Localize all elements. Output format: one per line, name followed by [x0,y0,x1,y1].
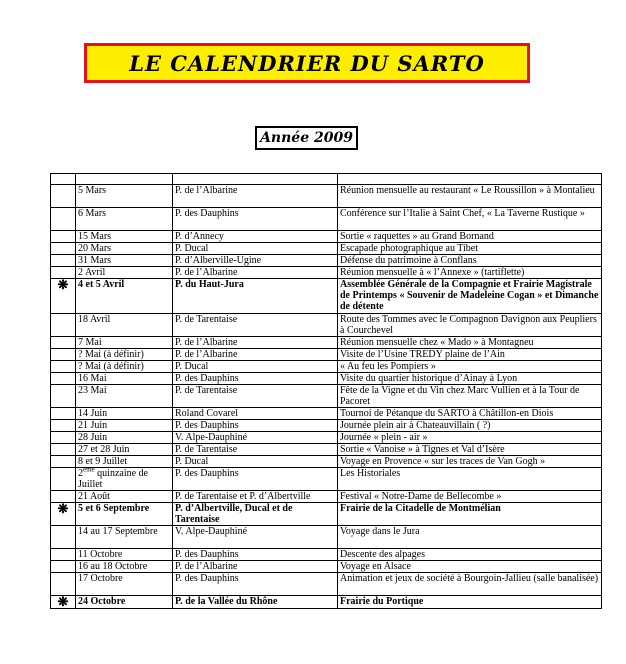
date-cell: 16 Mai [76,373,173,385]
date-cell: 4 et 5 Avril [76,279,173,314]
event-cell: Voyage dans le Jura [338,526,602,549]
table-row [51,503,602,526]
event-cell: Réunion mensuelle au restaurant « Le Roussillon » à Montalieu [338,185,602,208]
event-cell: Conférence sur l’Italie à Saint Chef, « La Taverne Rustique » [338,208,602,231]
marker-cell [51,174,76,185]
marker-cell [51,420,76,432]
table-row [51,573,602,596]
organizer-cell: P. des Dauphins [173,468,338,491]
marker-cell [51,255,76,267]
table-row [51,267,602,279]
date-cell: ? Mai (à définir) [76,349,173,361]
event-cell: Journée plein air à Chateauvillain ( ?) [338,420,602,432]
date-cell: 28 Juin [76,432,173,444]
date-cell: 14 Juin [76,408,173,420]
organizer-cell: P. de Tarentaise et P. d’Albertville [173,491,338,503]
date-cell: 5 Mars [76,185,173,208]
calendar-body [51,174,602,609]
table-row [51,337,602,349]
table-row [51,349,602,361]
date-cell: 24 Octobre [76,596,173,609]
marker-cell [51,373,76,385]
organizer-cell: P. de l’Albarine [173,337,338,349]
date-cell: ? Mai (à définir) [76,361,173,373]
organizer-cell [173,174,338,185]
marker-cell [51,314,76,337]
marker-cell [51,361,76,373]
event-cell: Festival « Notre-Dame de Bellecombe » [338,491,602,503]
organizer-cell: P. de Tarentaise [173,314,338,337]
title-banner [84,43,530,83]
organizer-cell: P. d’Alberville-Ugine [173,255,338,267]
marker-cell [51,408,76,420]
date-cell: 2ème quinzaine de Juillet [76,468,173,491]
date-cell: 18 Avril [76,314,173,337]
table-row [51,314,602,337]
date-cell: 5 et 6 Septembre [76,503,173,526]
event-cell: Visite de l’Usine TREDY plaine de l’Ain [338,349,602,361]
date-cell: 21 Juin [76,420,173,432]
event-cell: Voyage en Provence « sur les traces de Van Gogh » [338,456,602,468]
calendar-table [50,173,602,609]
event-cell: Visite du quartier historique d’Ainay à Lyon [338,373,602,385]
marker-cell: ❋ [51,503,76,526]
table-row [51,174,602,185]
organizer-cell: V. Alpe-Dauphiné [173,526,338,549]
table-row [51,596,602,609]
event-cell: Voyage en Alsace [338,561,602,573]
table-row [51,468,602,491]
organizer-cell: P. Ducal [173,456,338,468]
event-cell: Sortie « raquettes » au Grand Bornand [338,231,602,243]
marker-cell: ❋ [51,279,76,314]
marker-cell [51,444,76,456]
event-cell: Assemblée Générale de la Compagnie et Frairie Magistrale de Printemps « Souvenir de Madeleine Cogan » et Dimanche de détente [338,279,602,314]
event-cell: Journée « plein - air » [338,432,602,444]
marker-cell [51,185,76,208]
marker-cell [51,385,76,408]
table-row [51,385,602,408]
organizer-cell: P. de l’Albarine [173,349,338,361]
event-cell: Les Historiales [338,468,602,491]
marker-cell [51,468,76,491]
date-cell: 8 et 9 Juillet [76,456,173,468]
date-cell: 15 Mars [76,231,173,243]
event-cell: Réunion mensuelle à « l’Annexe » (tartiflette) [338,267,602,279]
organizer-cell: P. du Haut-Jura [173,279,338,314]
table-row [51,373,602,385]
marker-cell [51,549,76,561]
event-cell: Frairie du Portique [338,596,602,609]
organizer-cell: P. de l’Albarine [173,561,338,573]
event-cell: Sortie « Vanoise » à Tignes et Val d’Isère [338,444,602,456]
date-cell: 7 Mai [76,337,173,349]
date-cell: 27 et 28 Juin [76,444,173,456]
table-row [51,279,602,314]
event-cell: Défense du patrimoine à Conflans [338,255,602,267]
date-cell: 31 Mars [76,255,173,267]
event-cell: Frairie de la Citadelle de Montmélian [338,503,602,526]
table-row [51,243,602,255]
organizer-cell: P. de l’Albarine [173,185,338,208]
date-cell: 21 Août [76,491,173,503]
date-cell: 20 Mars [76,243,173,255]
page-title: LE CALENDRIER DU SARTO [129,50,485,76]
organizer-cell: P. de l’Albarine [173,267,338,279]
organizer-cell: P. d’Annecy [173,231,338,243]
event-cell: Fête de la Vigne et du Vin chez Marc Vullien et à la Tour de Pacoret [338,385,602,408]
event-cell: « Au feu les Pompiers » [338,361,602,373]
table-row [51,432,602,444]
marker-cell [51,432,76,444]
organizer-cell: P. des Dauphins [173,373,338,385]
organizer-cell: V. Alpe-Dauphiné [173,432,338,444]
marker-cell [51,491,76,503]
organizer-cell: P. Ducal [173,243,338,255]
date-cell: 17 Octobre [76,573,173,596]
marker-cell [51,349,76,361]
table-row [51,185,602,208]
event-cell: Réunion mensuelle chez « Mado » à Montagneu [338,337,602,349]
marker-cell [51,337,76,349]
organizer-cell: Roland Covarel [173,408,338,420]
date-cell [76,174,173,185]
organizer-cell: P. des Dauphins [173,573,338,596]
organizer-cell: P. des Dauphins [173,549,338,561]
date-cell: 11 Octobre [76,549,173,561]
event-cell: Tournoi de Pétanque du SARTO à Châtillon-en Diois [338,408,602,420]
organizer-cell: P. Ducal [173,361,338,373]
table-row [51,420,602,432]
table-row [51,561,602,573]
table-row [51,361,602,373]
organizer-cell: P. de la Vallée du Rhône [173,596,338,609]
table-row [51,444,602,456]
table-row [51,255,602,267]
marker-cell [51,231,76,243]
date-cell: 6 Mars [76,208,173,231]
marker-cell [51,208,76,231]
event-cell: Animation et jeux de société à Bourgoin-Jallieu (salle banalisée) [338,573,602,596]
marker-cell [51,267,76,279]
table-row [51,208,602,231]
table-row [51,526,602,549]
marker-cell: ❋ [51,596,76,609]
organizer-cell: P. des Dauphins [173,208,338,231]
table-row [51,456,602,468]
table-row [51,231,602,243]
table-row [51,408,602,420]
marker-cell [51,243,76,255]
marker-cell [51,456,76,468]
event-cell: Route des Tommes avec le Compagnon Davignon aux Peupliers à Courchevel [338,314,602,337]
organizer-cell: P. de Tarentaise [173,385,338,408]
event-cell [338,174,602,185]
organizer-cell: P. d’Albertville, Ducal et de Tarentaise [173,503,338,526]
date-cell: 16 au 18 Octobre [76,561,173,573]
event-cell: Descente des alpages [338,549,602,561]
marker-cell [51,526,76,549]
organizer-cell: P. des Dauphins [173,420,338,432]
date-cell: 14 au 17 Septembre [76,526,173,549]
event-cell: Escapade photographique au Tibet [338,243,602,255]
date-cell: 23 Mai [76,385,173,408]
table-row [51,491,602,503]
table-row [51,549,602,561]
marker-cell [51,573,76,596]
date-cell: 2 Avril [76,267,173,279]
organizer-cell: P. de Tarentaise [173,444,338,456]
year-heading: Année 2009 [255,126,358,150]
marker-cell [51,561,76,573]
